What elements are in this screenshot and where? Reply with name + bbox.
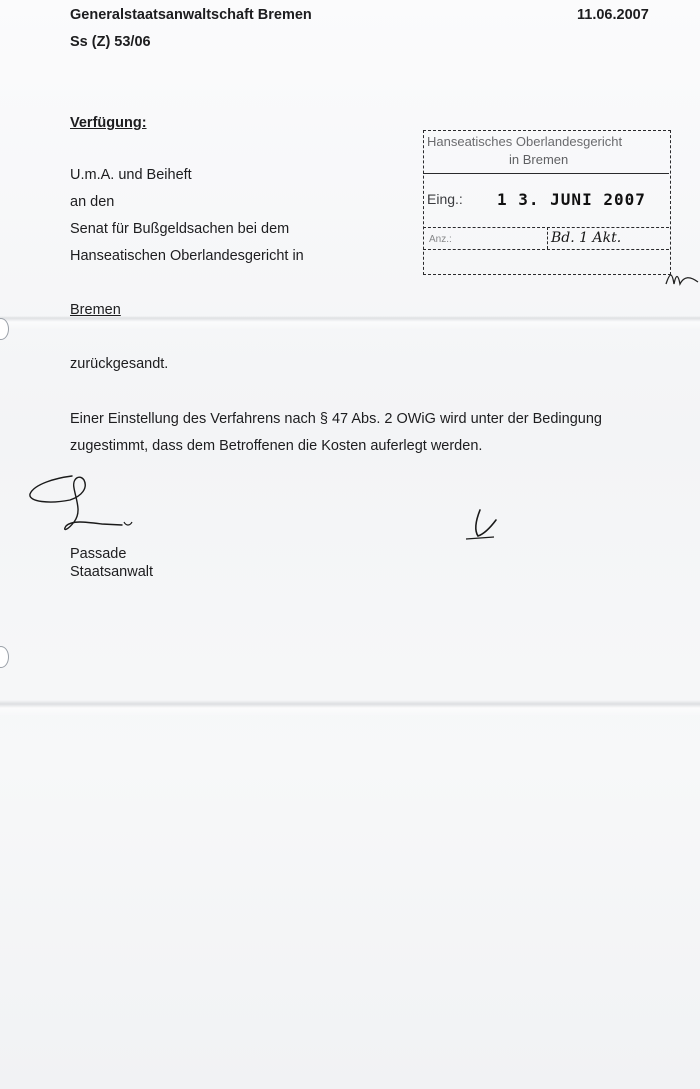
address-line: Hanseatischen Oberlandesgericht in (70, 248, 304, 264)
stamp-received-date: 1 3. JUNI 2007 (497, 190, 646, 209)
punch-hole (0, 318, 9, 340)
margin-scribble (664, 266, 700, 290)
paragraph-line: zugestimmt, dass dem Betroffenen die Kosten auferlegt werden. (70, 438, 483, 454)
stamp-divider (423, 173, 669, 174)
receipt-stamp (423, 130, 671, 275)
authority-name: Generalstaatsanwaltschaft Bremen (70, 7, 312, 23)
signatory-title: Staatsanwalt (70, 564, 154, 580)
signatory-name: Passade (70, 546, 127, 562)
check-mark (464, 506, 504, 542)
address-line: U.m.A. und Beiheft (70, 167, 192, 183)
city: Bremen (70, 302, 121, 318)
signature-scribble (26, 470, 146, 550)
file-number: Ss (Z) 53/06 (70, 34, 151, 50)
address-line: Senat für Bußgeldsachen bei dem (70, 221, 290, 237)
address-line: an den (70, 194, 115, 210)
stamp-divider (423, 249, 669, 250)
stamp-received-label: Eing.: (427, 191, 463, 207)
paragraph-line: Einer Einstellung des Verfahrens nach § 47 Abs. 2 OWiG wird unter der Bedingung (70, 411, 602, 427)
stamp-city: in Bremen (509, 152, 569, 167)
punch-hole (0, 646, 9, 668)
order-heading: Verfügung: (70, 115, 147, 131)
returned-text: zurückgesandt. (70, 356, 169, 372)
stamp-divider (423, 227, 669, 228)
stamp-enclosures-label: Anz.: (429, 234, 452, 245)
stamp-handwritten-note: Bd. 1 Akt. (551, 230, 622, 246)
document-date: 11.06.2007 (577, 7, 649, 23)
stamp-divider (547, 227, 548, 249)
stamp-court-name: Hanseatisches Oberlandesgericht (427, 134, 623, 149)
